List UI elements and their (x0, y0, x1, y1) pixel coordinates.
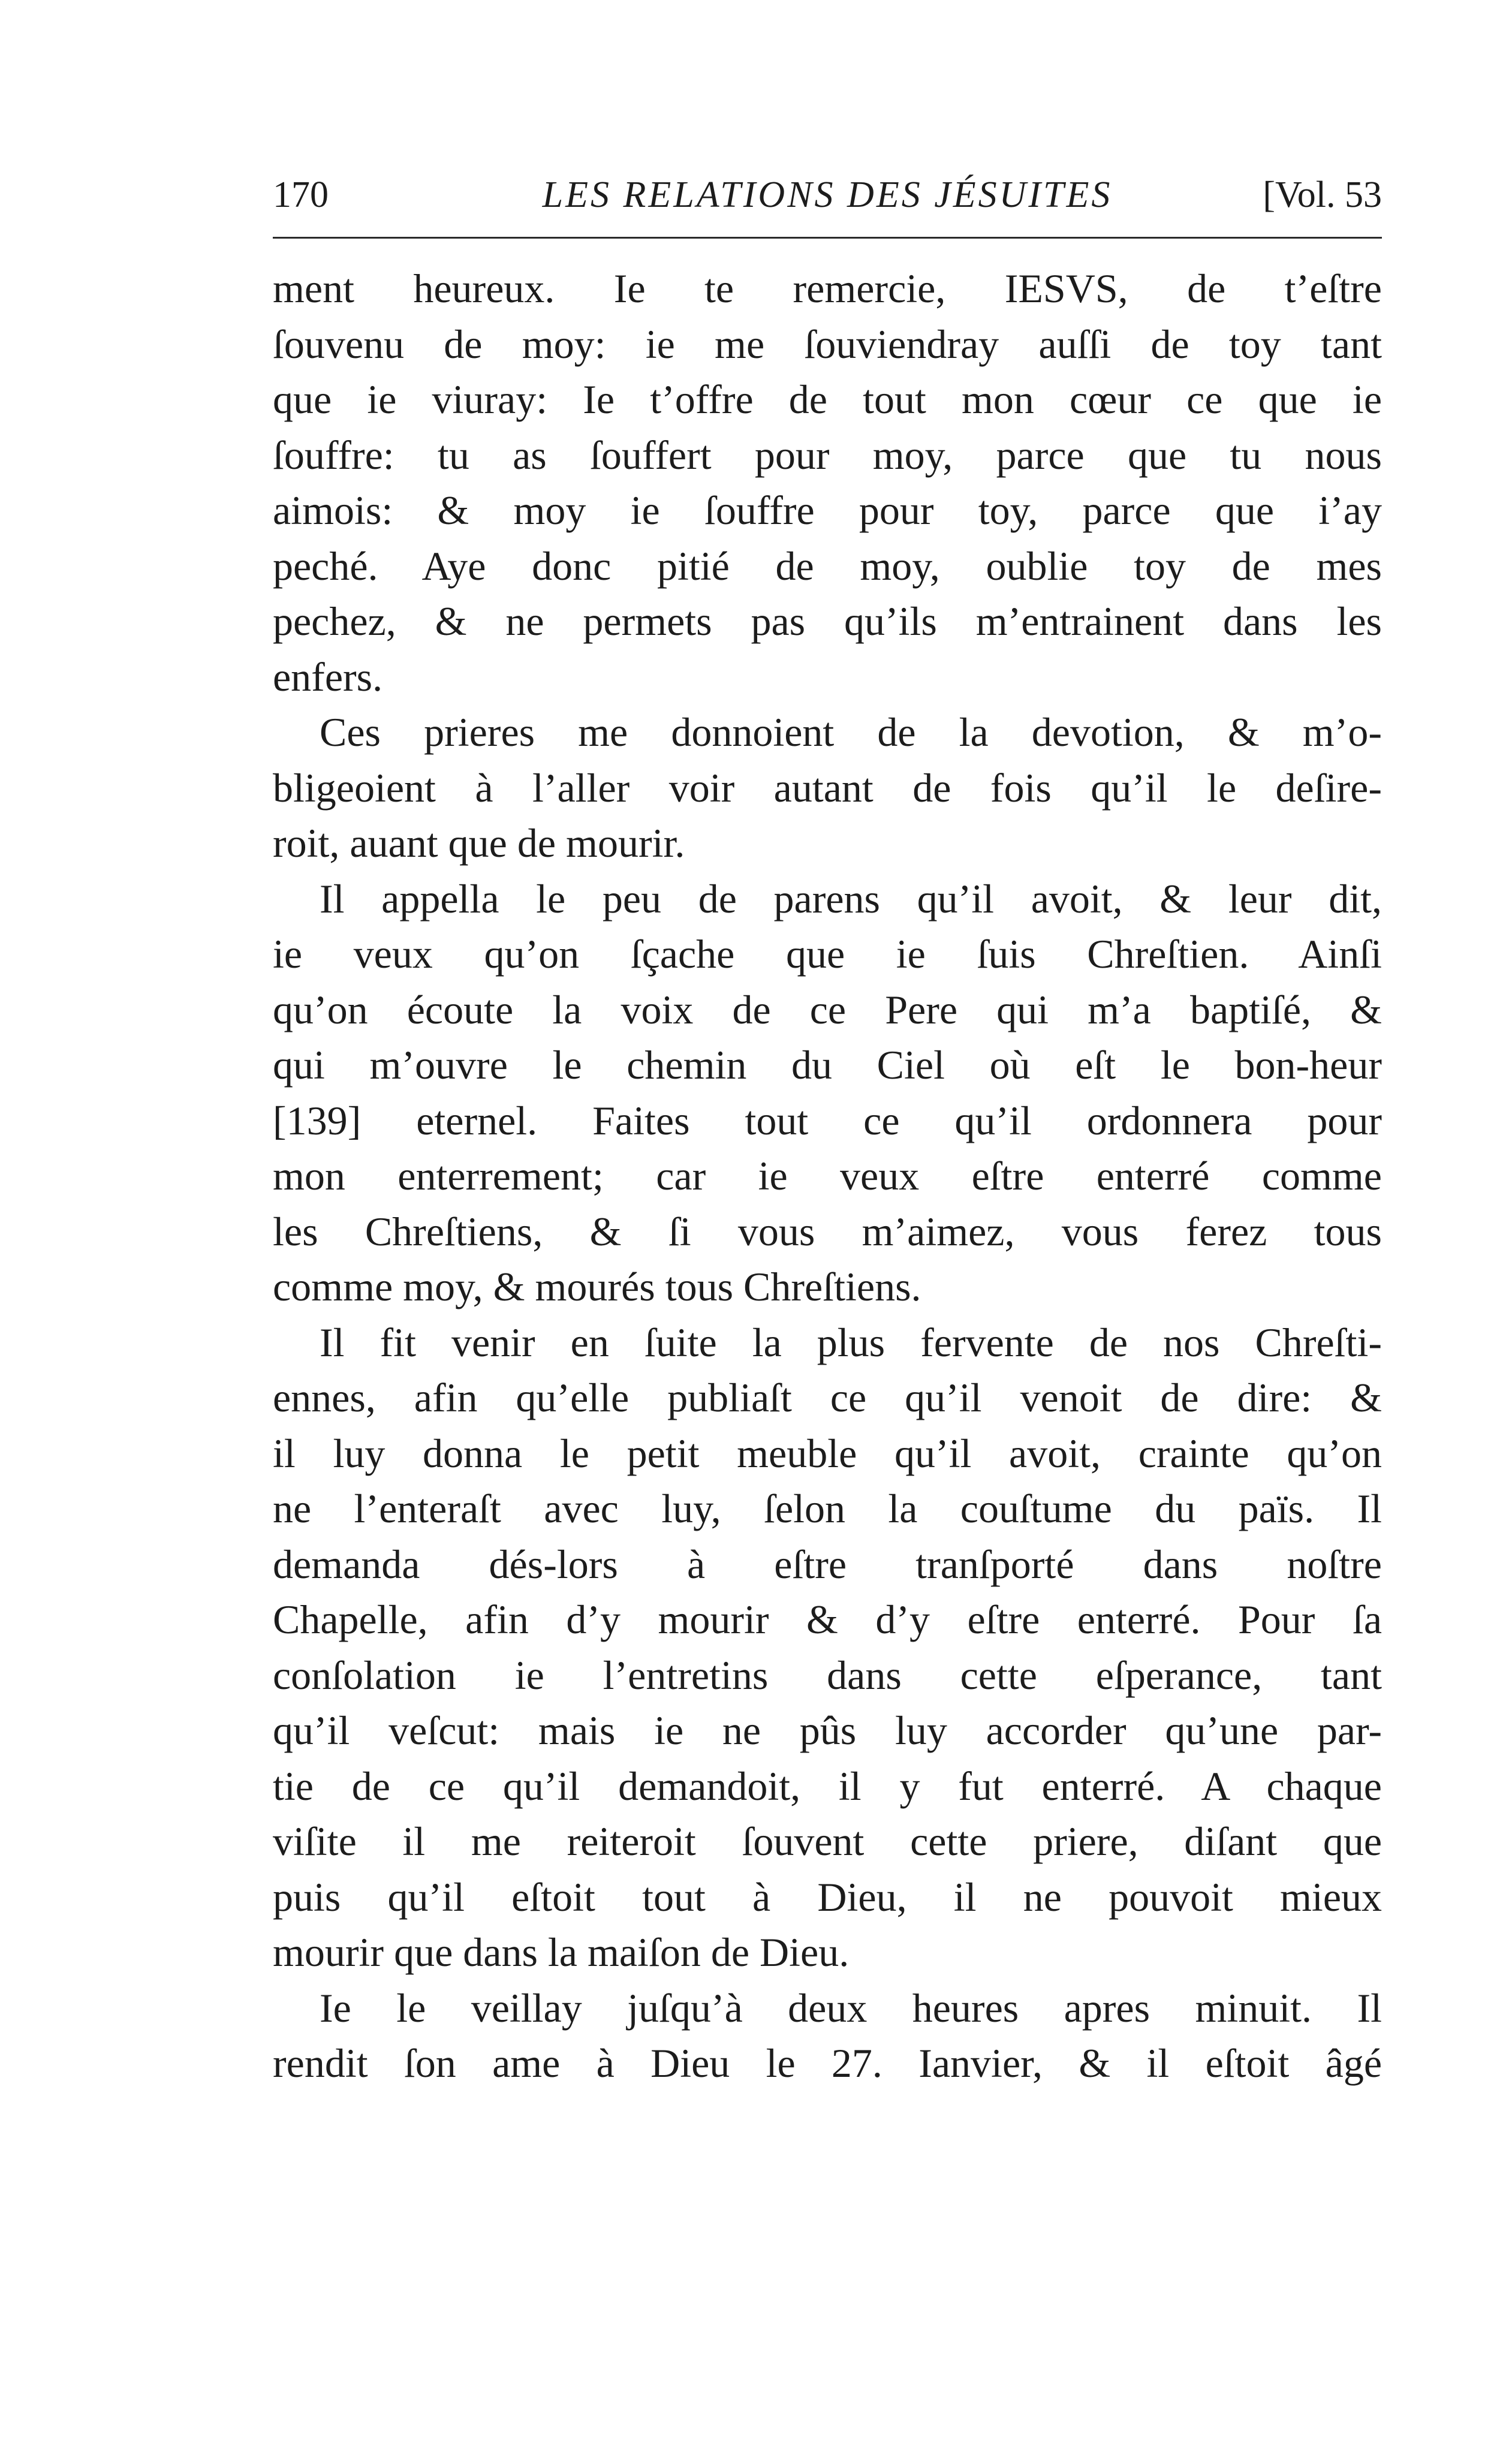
text-line: pechez, & ne permets pas qu’ils m’entrainent dans les (273, 598, 1382, 644)
text-line: ſouffre: tu as ſouffert pour moy, parce que tu nous (273, 432, 1382, 478)
paragraph-first-line: Il appella le peu de parens qu’il avoit, & leur dit, (320, 875, 1382, 922)
paragraph-first-line: Ie le veillay juſqu’à deux heures apres minuit. Il (320, 1985, 1382, 2031)
text-line: viſite il me reiteroit ſouvent cette priere, diſant que (273, 1818, 1382, 1864)
text-line: enfers. (273, 654, 383, 700)
text-line: peché. Aye donc pitié de moy, oublie toy de mes (273, 543, 1382, 589)
body-text (273, 261, 1382, 2091)
text-line: il luy donna le petit meuble qu’il avoit, crainte qu’on (273, 1430, 1382, 1476)
page-number: 170 (273, 174, 329, 215)
text-line: tie de ce qu’il demandoit, il y fut enterré. A chaque (273, 1763, 1382, 1809)
paragraph-first-line: Il fit venir en ſuite la plus fervente de nos Chreſti- (320, 1319, 1382, 1365)
text-line: puis qu’il eſtoit tout à Dieu, il ne pouvoit mieux (273, 1874, 1382, 1920)
text-line: les Chreſtiens, & ſi vous m’aimez, vous ferez tous (273, 1208, 1382, 1254)
text-line: Chapelle, afin d’y mourir & d’y eſtre enterré. Pour ſa (273, 1597, 1382, 1642)
text-line: [139] eternel. Faites tout ce qu’il ordonnera pour (273, 1097, 1382, 1143)
volume-label: [Vol. 53 (1263, 174, 1382, 215)
text-line: roit, auant que de mourir. (273, 820, 685, 866)
text-line: ment heureux. Ie te remercie, IESVS, de t’eſtre (273, 266, 1382, 311)
text-line: comme moy, & mourés tous Chreſtiens. (273, 1264, 921, 1309)
text-line: mourir que dans la maiſon de Dieu. (273, 1929, 850, 1975)
text-line: ennes, afin qu’elle publiaſt ce qu’il venoit de dire: & (273, 1375, 1382, 1420)
running-header (273, 171, 1382, 219)
paragraph-first-line: Ces prieres me donnoient de la devotion, & m’o- (320, 709, 1382, 755)
text-line: qui m’ouvre le chemin du Ciel où eſt le bon-heur (273, 1042, 1382, 1088)
text-line: que ie viuray: Ie t’offre de tout mon cœur ce que ie (273, 377, 1382, 422)
text-line: ie veux qu’on ſçache que ie ſuis Chreſtien. Ainſi (273, 931, 1382, 977)
text-line: mon enterrement; car ie veux eſtre enterré comme (273, 1153, 1382, 1199)
text-line: aimois: & moy ie ſouffre pour toy, parce que i’ay (273, 487, 1382, 533)
text-line: qu’il veſcut: mais ie ne pûs luy accorder qu’une par- (273, 1708, 1382, 1753)
header-rule (273, 237, 1382, 239)
text-line: bligeoient à l’aller voir autant de fois qu’il le deſire- (273, 764, 1382, 811)
text-line: rendit ſon ame à Dieu le 27. Ianvier, & il eſtoit âgé (273, 2040, 1382, 2086)
text-line: ne l’enteraſt avec luy, ſelon la couſtume du païs. Il (273, 1486, 1382, 1531)
text-line: qu’on écoute la voix de ce Pere qui m’a baptiſé, & (273, 986, 1382, 1032)
text-line: ſouvenu de moy: ie me ſouviendray auſſi de toy tant (273, 321, 1382, 367)
header-title: LES RELATIONS DES JÉSUITES (542, 174, 1113, 215)
text-line: conſolation ie l’entretins dans cette eſperance, tant (273, 1652, 1382, 1698)
text-line: demanda dés-lors à eſtre tranſporté dans noſtre (273, 1541, 1382, 1587)
